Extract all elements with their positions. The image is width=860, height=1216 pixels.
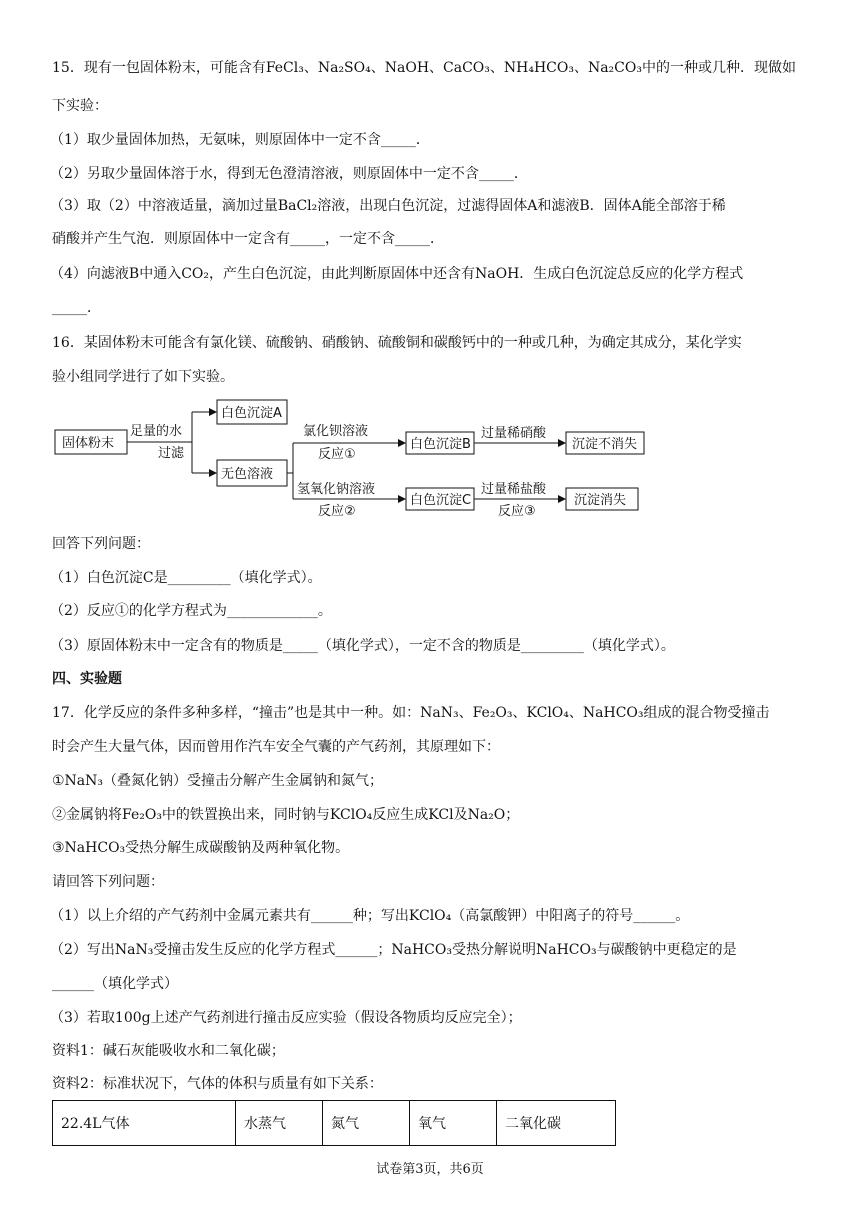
q17-sub-2b: ______（填化学式） (52, 976, 178, 992)
flow-ppt-b: 白色沉淀B (410, 437, 471, 452)
q17-sub-1: （1）以上介绍的产气药剂中金属元素共有______种；写出KClO₄（高氯酸钾）中阳离子的符号______。 (50, 908, 690, 924)
q16-answer-2: （2）反应①的化学方程式为_____________。 (50, 603, 332, 619)
q17-ref-1: 资料1：碱石灰能吸收水和二氧化碳； (52, 1043, 285, 1059)
q15-part-1: （1）取少量固体加热，无氨味，则原固体中一定不含_____． (50, 132, 430, 148)
flow-solution: 无色溶液 (221, 467, 274, 482)
q15-part-4b: _____． (52, 300, 101, 316)
gas-volume-mass-table (52, 1100, 616, 1146)
table-cell: 氧气 (410, 1101, 497, 1146)
q17-item-2: ②金属钠将Fe₂O₃中的铁置换出来，同时钠与KClO₄反应生成KCl及Na₂O； (52, 807, 520, 823)
q15-line-1: 15．现有一包固体粉末，可能含有FeCl₃、Na₂SO₄、NaOH、CaCO₃、NH₄HCO₃、Na₂CO₃中的一种或几种．现做如 (52, 60, 796, 76)
flow-r1-top: 氯化钡溶液 (303, 424, 369, 439)
q16-line-2: 验小组同学进行了如下实验。 (52, 369, 234, 385)
q16-answer-prompt: 回答下列问题： (52, 536, 150, 552)
page-footer: 试卷第3页，共6页 (376, 1162, 484, 1177)
q15-part-3a: （3）取（2）中溶液适量，滴加过量BaCl₂溶液，出现白色沉淀，过滤得固体A和滤液B．固体A能全部溶于稀 (50, 198, 726, 214)
flow-ppt-c: 白色沉淀C (410, 493, 472, 508)
q17-sub-2a: （2）写出NaN₃受撞击发生反应的化学方程式______；NaHCO₃受热分解说明NaHCO₃与碳酸钠中更稳定的是 (50, 942, 737, 958)
q16-answer-3: （3）原固体粉末中一定含有的物质是_____（填化学式），一定不含的物质是_________（填化学式）。 (50, 638, 675, 654)
flow-r1b-top: 过量稀硝酸 (481, 426, 547, 441)
q17-line-1: 17．化学反应的条件多种多样，“撞击”也是其中一种。如：NaN₃、Fe₂O₃、KClO₄、NaHCO₃组成的混合物受撞击 (52, 705, 770, 721)
flow-r3-top: 过量稀盐酸 (481, 482, 547, 497)
table-cell: 水蒸气 (236, 1101, 323, 1146)
q16-answer-1: （1）白色沉淀C是_________（填化学式）。 (50, 570, 322, 586)
q17-item-1: ①NaN₃（叠氮化钠）受撞击分解产生金属钠和氮气； (52, 773, 384, 789)
q17-sub-3: （3）若取100g上述产气药剂进行撞击反应实验（假设各物质均反应完全）； (50, 1010, 522, 1026)
q17-item-3: ③NaHCO₃受热分解生成碳酸钠及两种氧化物。 (52, 840, 350, 856)
flow-r2-bottom: 反应② (318, 504, 356, 519)
q15-part-4a: （4）向滤液B中通入CO₂，产生白色沉淀，由此判断原固体中还含有NaOH．生成白色沉淀总反应的化学方程式 (50, 266, 744, 282)
flow-r1-bottom: 反应① (318, 447, 356, 462)
flow-r2-top: 氢氧化钠溶液 (297, 482, 376, 497)
q17-line-2: 时会产生大量气体，因而曾用作汽车安全气囊的产气药剂，其原理如下： (52, 739, 500, 755)
q17-prompt: 请回答下列问题： (52, 874, 164, 890)
table-cell: 氮气 (323, 1101, 410, 1146)
flow-step1-top: 足量的水 (130, 424, 183, 439)
table-cell: 22.4L气体 (53, 1101, 236, 1146)
flow-start: 固体粉末 (62, 436, 115, 451)
q15-part-3b: 硝酸并产生气泡．则原固体中一定含有_____，一定不含_____． (52, 231, 444, 247)
table-row (53, 1101, 616, 1146)
section-heading: 四、实验题 (52, 671, 122, 687)
flow-end2: 沉淀消失 (574, 493, 627, 508)
q16-line-1: 16．某固体粉末可能含有氯化镁、硫酸钠、硝酸钠、硫酸铜和碳酸钙中的一种或几种，为确定其成分，某化学实 (52, 335, 742, 351)
q15-line-2: 下实验： (52, 98, 108, 114)
flow-end1: 沉淀不消失 (572, 437, 638, 452)
experiment-flowchart (0, 390, 860, 530)
table-cell: 二氧化碳 (497, 1101, 616, 1146)
flow-r3-bottom: 反应③ (498, 504, 536, 519)
q17-ref-2: 资料2：标准状况下，气体的体积与质量有如下关系： (52, 1076, 383, 1092)
flow-step1-bottom: 过滤 (158, 446, 185, 461)
q15-part-2: （2）另取少量固体溶于水，得到无色澄清溶液，则原固体中一定不含_____． (50, 166, 528, 182)
flow-ppt-a: 白色沉淀A (221, 406, 282, 421)
